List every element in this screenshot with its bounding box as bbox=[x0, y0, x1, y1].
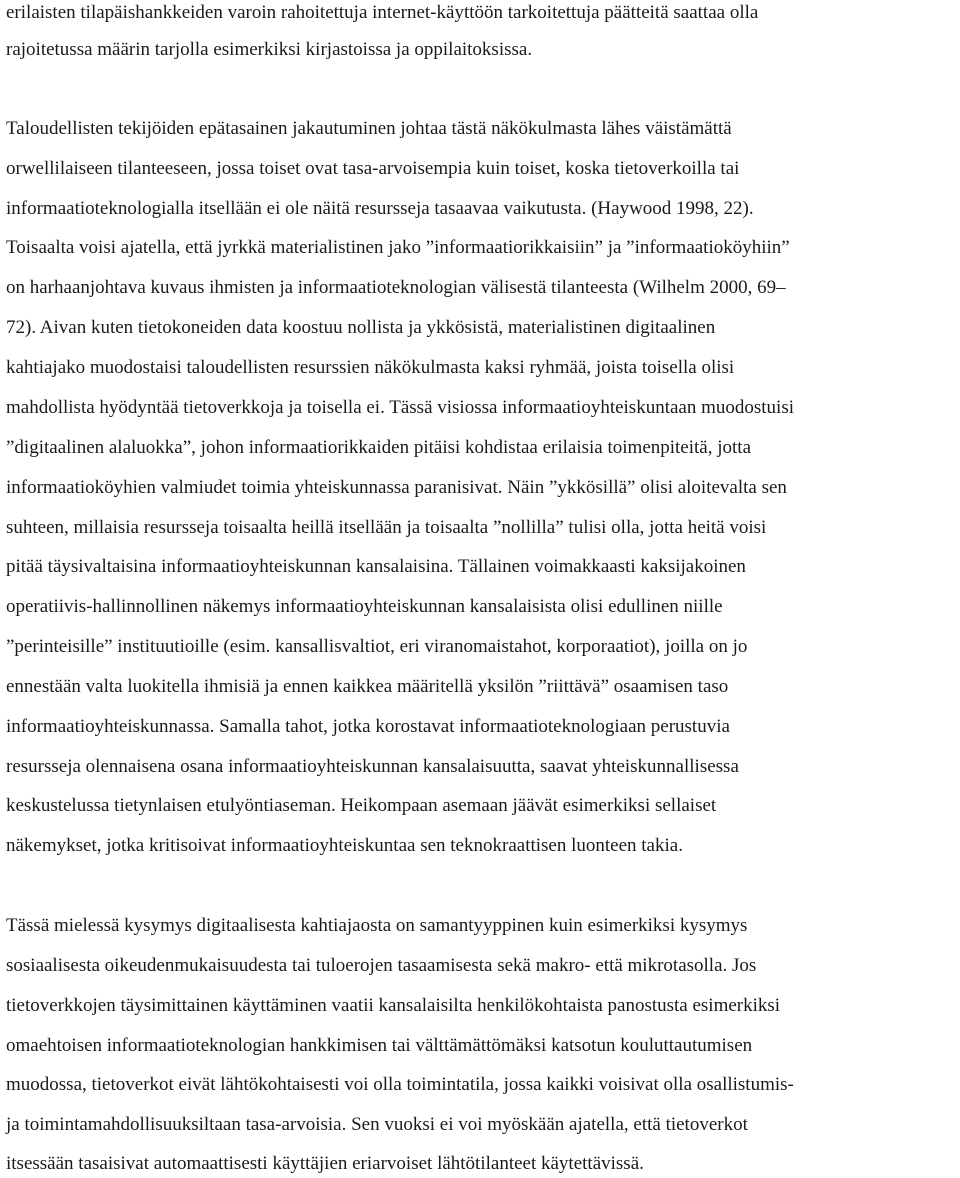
text-line: sosiaalisesta oikeudenmukaisuudesta tai tuloerojen tasaamisesta sekä makro- että mikrotasolla. Jos bbox=[6, 955, 757, 976]
text-line: Taloudellisten tekijöiden epätasainen jakautuminen johtaa tästä näkökulmasta lähes väistämättä bbox=[6, 118, 732, 139]
text-line: mahdollista hyödyntää tietoverkkoja ja toisella ei. Tässä visiossa informaatioyhteiskuntaan muodostuisi bbox=[6, 397, 794, 418]
text-line: itsessään tasaisivat automaattisesti käyttäjien eriarvoiset lähtötilanteet käytettävissä. bbox=[6, 1153, 644, 1174]
text-line: tietoverkkojen täysimittainen käyttäminen vaatii kansalaisilta henkilökohtaista panostusta esimerkiksi bbox=[6, 995, 781, 1016]
text-line: kahtiajako muodostaisi taloudellisten resurssien näkökulmasta kaksi ryhmää, joista toisella olisi bbox=[6, 357, 735, 378]
text-line: rajoitetussa määrin tarjolla esimerkiksi kirjastoissa ja oppilaitoksissa. bbox=[6, 39, 533, 60]
text-line: ”digitaalinen alaluokka”, johon informaatiorikkaiden pitäisi kohdistaa erilaisia toimenpiteitä, jotta bbox=[6, 437, 751, 458]
text-line: 72). Aivan kuten tietokoneiden data koostuu nollista ja ykkösistä, materialistinen digitaalinen bbox=[6, 317, 716, 338]
text-line: ja toimintamahdollisuuksiltaan tasa-arvoisia. Sen vuoksi ei voi myöskään ajatella, että tietoverkot bbox=[6, 1114, 748, 1135]
text-line: omaehtoisen informaatioteknologian hankkimisen tai välttämättömäksi katsotun kouluttautumisen bbox=[6, 1035, 753, 1056]
text-line: informaatioyhteiskunnassa. Samalla tahot, jotka korostavat informaatioteknologiaan perustuvia bbox=[6, 716, 730, 737]
text-line: informaatioköyhien valmiudet toimia yhteiskunnassa paranisivat. Näin ”ykkösillä” olisi aloitevalta sen bbox=[6, 477, 787, 498]
text-line: operatiivis-hallinnollinen näkemys informaatioyhteiskunnan kansalaisista olisi edullinen niille bbox=[6, 596, 723, 617]
text-line: näkemykset, jotka kritisoivat informaatioyhteiskuntaa sen teknokraattisen luonteen takia. bbox=[6, 835, 683, 856]
text-line: muodossa, tietoverkot eivät lähtökohtaisesti voi olla toimintatila, jossa kaikki voisivat olla osallistumis- bbox=[6, 1074, 794, 1095]
text-line: Tässä mielessä kysymys digitaalisesta kahtiajaosta on samantyyppinen kuin esimerkiksi kysymys bbox=[6, 915, 748, 936]
text-line: Toisaalta voisi ajatella, että jyrkkä materialistinen jako ”informaatiorikkaisiin” ja ”informaatioköyhiin” bbox=[6, 237, 790, 258]
text-line: informaatioteknologialla itsellään ei ole näitä resursseja tasaavaa vaikutusta. (Haywood 1998, 22). bbox=[6, 198, 754, 219]
text-line: on harhaanjohtava kuvaus ihmisten ja informaatioteknologian välisestä tilanteesta (Wilhelm 2000, 69– bbox=[6, 277, 786, 298]
text-line: erilaisten tilapäishankkeiden varoin rahoitettuja internet-käyttöön tarkoitettuja päätteitä saattaa olla bbox=[6, 2, 759, 23]
text-line: suhteen, millaisia resursseja toisaalta heillä itsellään ja toisaalta ”nollilla” tulisi olla, jotta heitä voisi bbox=[6, 517, 767, 538]
text-line: ennestään valta luokitella ihmisiä ja ennen kaikkea määritellä yksilön ”riittävä” osaamisen taso bbox=[6, 676, 729, 697]
text-line: orwellilaiseen tilanteeseen, jossa toiset ovat tasa-arvoisempia kuin toiset, koska tietoverkoilla tai bbox=[6, 158, 740, 179]
text-line: pitää täysivaltaisina informaatioyhteiskunnan kansalaisina. Tällainen voimakkaasti kaksijakoinen bbox=[6, 556, 746, 577]
text-line: ”perinteisille” instituutioille (esim. kansallisvaltiot, eri viranomaistahot, korporaatiot), joilla on jo bbox=[6, 636, 748, 657]
text-line: keskustelussa tietynlaisen etulyöntiaseman. Heikompaan asemaan jäävät esimerkiksi sellaiset bbox=[6, 795, 717, 816]
text-line: resursseja olennaisena osana informaatioyhteiskunnan kansalaisuutta, saavat yhteiskunnallisessa bbox=[6, 756, 739, 777]
